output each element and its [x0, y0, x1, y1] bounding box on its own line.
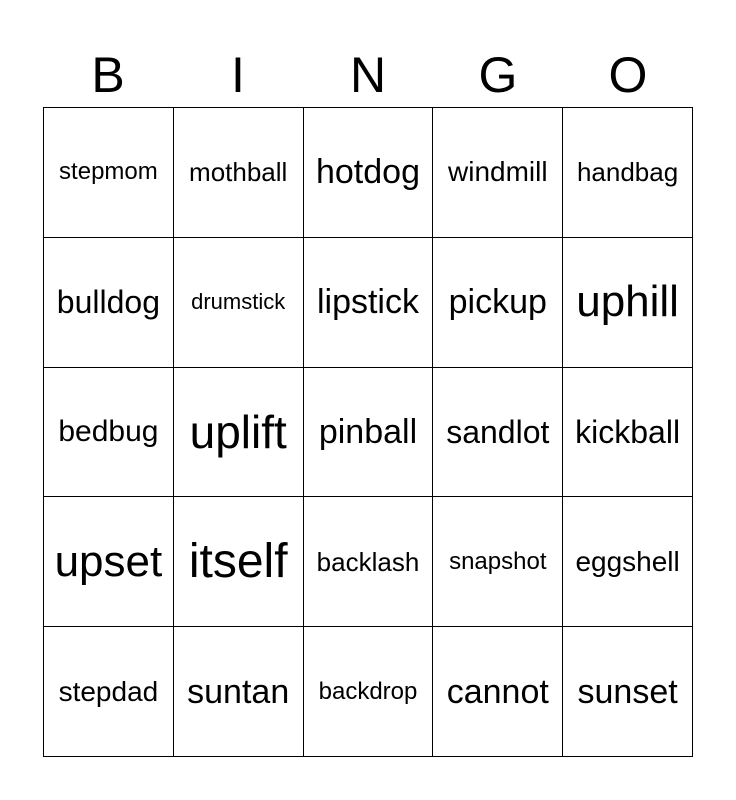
- cell-word: uplift: [189, 405, 287, 458]
- cell-word: hotdog: [315, 153, 420, 192]
- cell-word: sandlot: [446, 413, 550, 450]
- cell-r4-c2[interactable]: [174, 497, 304, 627]
- cell-word: pinball: [318, 412, 418, 451]
- header-letter-b: B: [91, 47, 125, 103]
- header-letter-i: I: [231, 47, 245, 103]
- cell-word: backlash: [316, 546, 420, 577]
- cell-r1-c1[interactable]: [44, 108, 174, 238]
- cell-r2-c3[interactable]: [304, 238, 434, 368]
- cell-word: mothball: [189, 157, 288, 188]
- cell-r4-c4[interactable]: [433, 497, 563, 627]
- cell-word: itself: [188, 534, 288, 588]
- bingo-header: [43, 44, 693, 106]
- cell-r2-c1[interactable]: [44, 238, 174, 368]
- cell-r4-c1[interactable]: [44, 497, 174, 627]
- cell-word: bulldog: [56, 284, 160, 321]
- cell-r1-c4[interactable]: [433, 108, 563, 238]
- cell-word: bedbug: [58, 414, 159, 448]
- cell-r3-c2[interactable]: [174, 368, 304, 498]
- cell-word: sunset: [577, 672, 678, 711]
- cell-word: upset: [54, 536, 163, 586]
- bingo-grid: [43, 107, 693, 757]
- cell-r3-c3[interactable]: [304, 368, 434, 498]
- cell-r5-c2[interactable]: [174, 627, 304, 757]
- cell-r1-c3[interactable]: [304, 108, 434, 238]
- header-letter-n: N: [349, 47, 387, 103]
- cell-word: cannot: [446, 672, 549, 711]
- header-letter-o: O: [608, 47, 648, 103]
- cell-r1-c2[interactable]: [174, 108, 304, 238]
- cell-word: windmill: [448, 156, 548, 188]
- cell-r5-c5[interactable]: [563, 627, 693, 757]
- cell-word: uphill: [576, 277, 679, 327]
- cell-r1-c5[interactable]: [563, 108, 693, 238]
- cell-r5-c3[interactable]: [304, 627, 434, 757]
- cell-r5-c1[interactable]: [44, 627, 174, 757]
- cell-word: pickup: [448, 283, 547, 322]
- cell-r3-c5[interactable]: [563, 368, 693, 498]
- cell-word: backdrop: [318, 677, 418, 705]
- cell-r4-c3[interactable]: [304, 497, 434, 627]
- cell-r2-c5[interactable]: [563, 238, 693, 368]
- cell-word: kickball: [575, 413, 681, 450]
- cell-word: stepdad: [58, 675, 159, 707]
- cell-word: snapshot: [449, 547, 547, 575]
- cell-word: drumstick: [191, 289, 286, 315]
- cell-word: eggshell: [575, 545, 680, 577]
- cell-r3-c1[interactable]: [44, 368, 174, 498]
- cell-r4-c5[interactable]: [563, 497, 693, 627]
- header-letter-g: G: [478, 47, 518, 103]
- cell-r5-c4[interactable]: [433, 627, 563, 757]
- cell-word: handbag: [576, 157, 679, 188]
- cell-r2-c2[interactable]: [174, 238, 304, 368]
- cell-r3-c4[interactable]: [433, 368, 563, 498]
- cell-word: lipstick: [316, 283, 419, 322]
- cell-word: suntan: [187, 672, 290, 711]
- cell-word: stepmom: [59, 158, 158, 186]
- cell-r2-c4[interactable]: [433, 238, 563, 368]
